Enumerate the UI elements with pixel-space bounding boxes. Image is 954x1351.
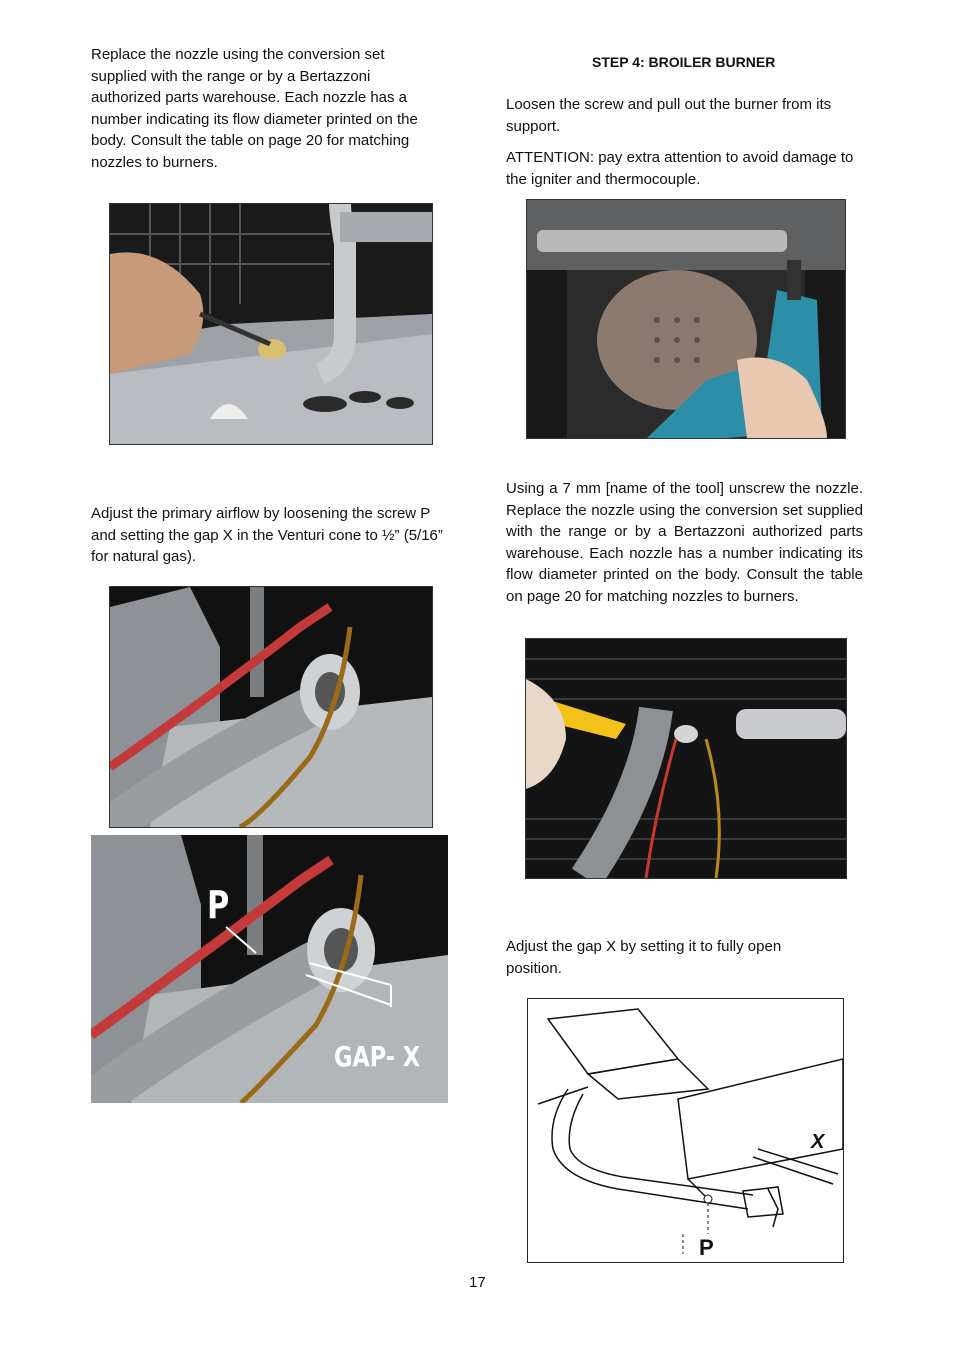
page-number: 17 xyxy=(469,1274,486,1291)
diagram-label-x: X xyxy=(811,1131,825,1153)
step4-heading: STEP 4: BROILER BURNER xyxy=(592,54,776,70)
left-paragraph-airflow: Adjust the primary airflow by loosening the screw P and setting the gap X in the Venturi cone to ½” (5/16” for natural gas). xyxy=(91,505,443,565)
diagram-broiler-gap xyxy=(527,998,844,1263)
photo-venturi-cone xyxy=(109,586,433,828)
photo-nozzle-replacement xyxy=(109,203,433,445)
label-gap-x: GAP- X xyxy=(334,1040,421,1073)
left-paragraph-nozzle: Replace the nozzle using the conversion set supplied with the range or by a Bertazzoni authorized parts warehouse. Each nozzle has a number indicating its flow diameter printed on the body. Consult the table on page 20 for matching nozzles to burners. xyxy=(91,46,418,171)
right-paragraph-unscrew: Using a 7 mm [name of the tool] unscrew the nozzle. Replace the nozzle using the conversion set supplied with the range or by a Bertazzoni authorized parts warehouse. Each nozzle has a number indicating its flow diameter printed on the body. Consult the table on page 20 for matching nozzles to burners. xyxy=(506,480,863,605)
diagram-label-p: P xyxy=(699,1235,714,1260)
right-paragraph-attention: ATTENTION: pay extra attention to avoid damage to the igniter and thermocouple. xyxy=(506,149,854,188)
photo-broiler-burner xyxy=(526,199,846,439)
right-paragraph-gap: Adjust the gap X by setting it to fully open position. xyxy=(506,938,782,977)
right-paragraph-loosen: Loosen the screw and pull out the burner from its support. xyxy=(506,96,832,135)
label-p: P xyxy=(207,883,230,927)
photo-unscrew-nozzle xyxy=(525,638,847,879)
photo-venturi-labeled xyxy=(91,835,448,1103)
